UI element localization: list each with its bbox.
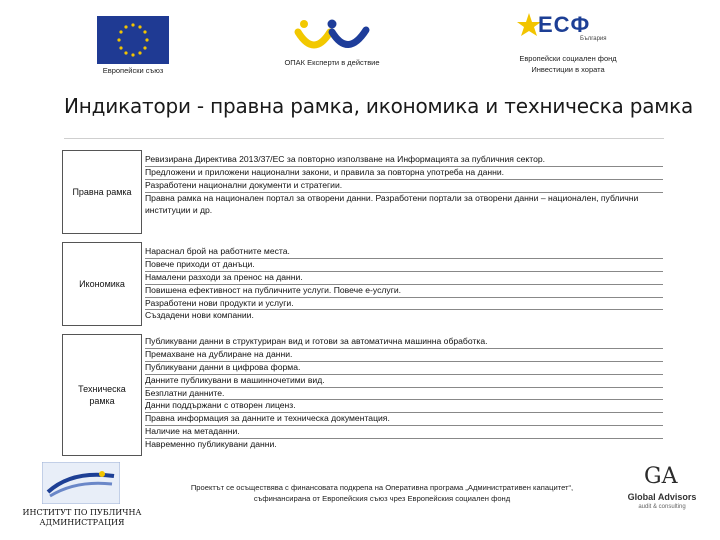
section-label-text: Икономика [79,279,125,289]
list-item: Навременно публикувани данни. [145,439,277,450]
list-item: Предложени и приложени национални закони, и правила за повторна употреба на данни. [145,167,663,180]
list-item: Публикувани данни в цифрова форма. [145,362,663,375]
esf-sub: България [580,36,607,42]
section-lines [145,336,663,451]
esf-logo [498,10,638,80]
ga-mark: GA [644,464,678,489]
esf-caption-2: Инвестиции в хората [531,65,605,74]
opak-caption: ОПАК Експерти в действие [284,58,380,67]
opak-figures-icon [292,18,372,54]
ga-name: Global Advisors [627,492,697,502]
list-item: Данни поддържани с отворен лиценз. [145,400,663,413]
list-item: Разработени нови продукти и услуги. [145,298,663,311]
esf-mark: ЕСФ [538,12,591,37]
ipa-logo [22,462,142,536]
list-item: Данните публикувани в машинночетими вид. [145,375,663,388]
page-title: Индикатори - правна рамка, икономика и техническа рамка [64,94,694,118]
footer-note: Проектът се осъществява с финансовата подкрепа на Оперативна програма „Административен капацитет“, съфинансирана от Европейския съюз чрез Европейския социален фонд [190,483,574,503]
list-item: Разработени национални документи и стратегии. [145,180,663,193]
section-lines [145,154,663,217]
section-legal-framework [62,150,664,236]
list-item: Нараснал брой на работните места. [145,246,663,259]
section-economy [62,242,664,326]
list-item: Създадени нови компании. [145,310,254,321]
section-label [62,150,142,234]
ipa-emblem-icon [42,462,120,504]
list-item: Премахване на дублиране на данни. [145,349,663,362]
list-item: Наличие на метаданни. [145,426,663,439]
list-item: Повишена ефективност на публичните услуги. Повече е-услуги. [145,285,663,298]
eu-flag-icon [97,16,169,64]
list-item: Правна рамка на национален портал за отворени данни. Разработени портали за отворени данни – национален, публични институции и др. [145,192,639,215]
list-item: Публикувани данни в структуриран вид и готови за автоматична машинна обработка. [145,336,663,349]
opak-logo [272,18,392,72]
section-lines [145,246,663,322]
esf-caption-1: Европейски социален фонд [519,54,617,63]
section-label [62,334,142,456]
section-label-text: Техническа рамка [78,384,126,406]
list-item: Повече приходи от данъци. [145,259,663,272]
section-technical-framework [62,334,664,458]
list-item: Ревизирана Директива 2013/37/ЕС за повторно използване на Информацията за публичния сектор. [145,154,663,167]
list-item: Правна информация за данните и техническа документация. [145,413,663,426]
section-label [62,242,142,326]
list-item: Намалени разходи за пренос на данни. [145,272,663,285]
ga-sub: audit & consulting [638,504,686,510]
section-label-text: Правна рамка [72,187,132,197]
ipa-caption: ИНСТИТУТ ПО ПУБЛИЧНА АДМИНИСТРАЦИЯ [22,508,142,527]
list-item: Безплатни данните. [145,388,663,401]
title-divider [64,138,664,139]
eu-caption: Европейски съюз [102,66,164,75]
eu-logo [94,16,172,78]
global-advisors-logo [622,464,702,518]
